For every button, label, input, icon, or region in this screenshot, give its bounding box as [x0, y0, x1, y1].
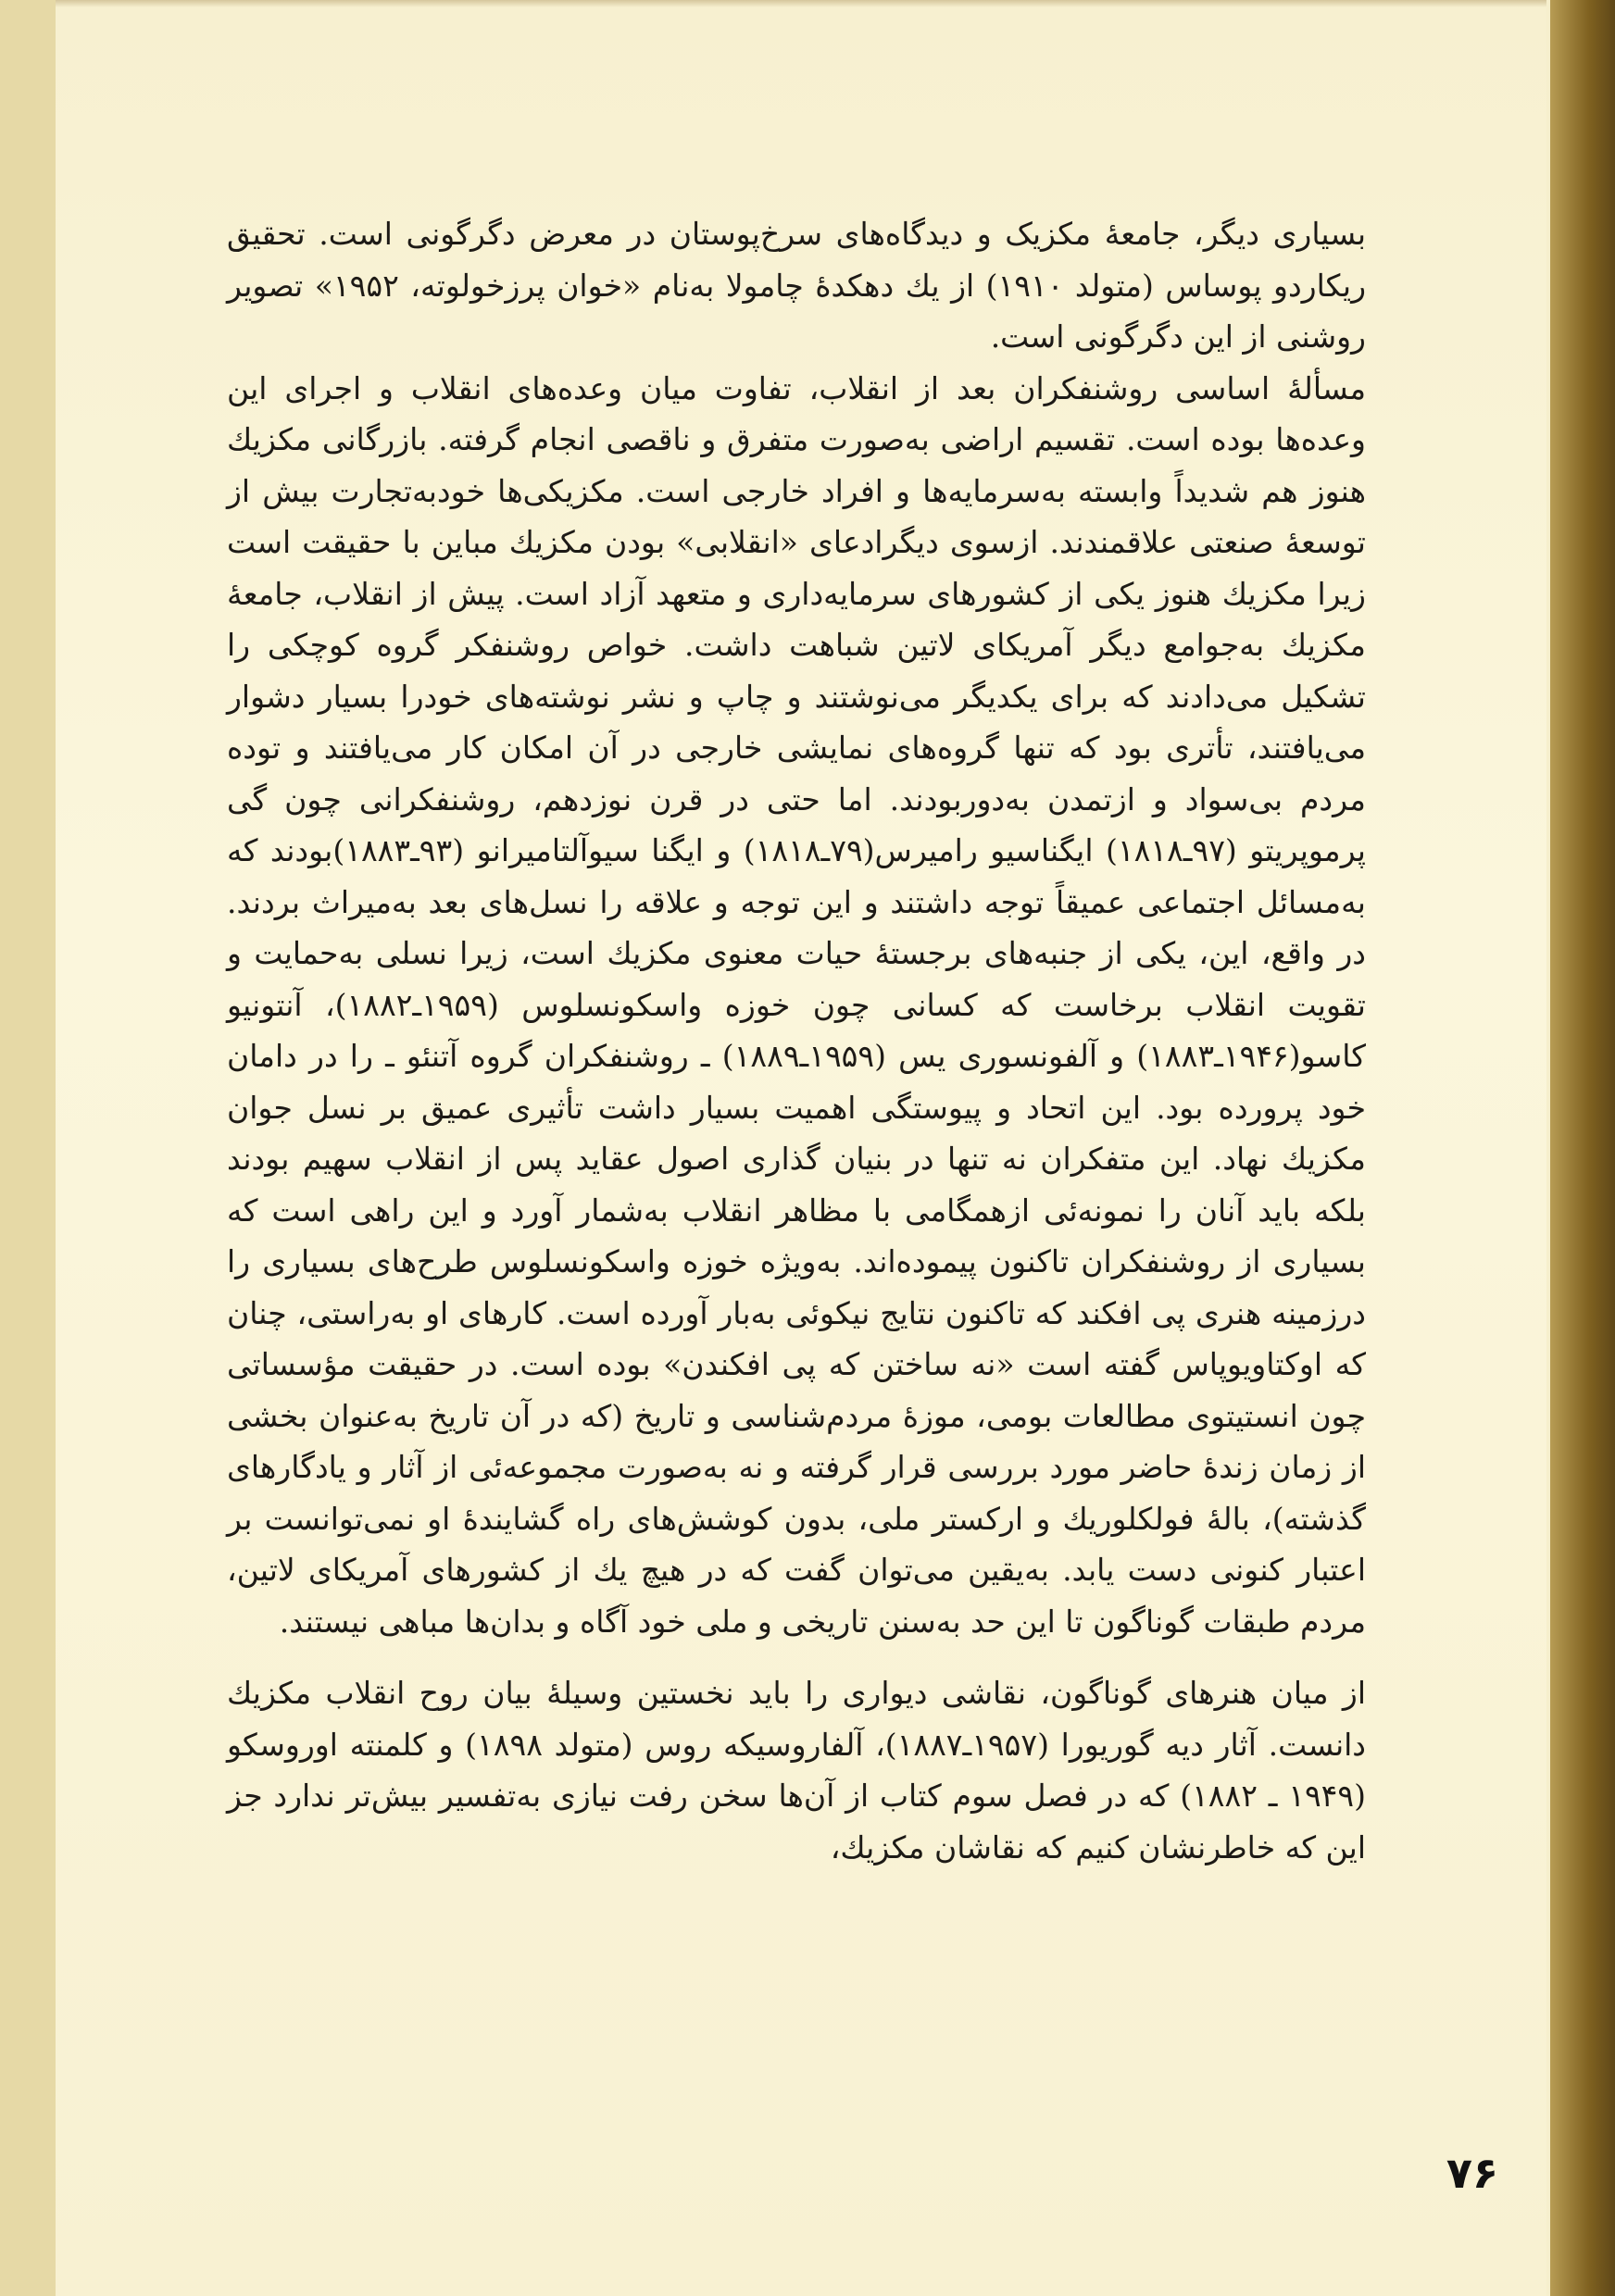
scan-left-margin — [0, 0, 56, 2296]
paragraph-1: بسیاری دیگر، جامعهٔ مکزیک و دیدگاه‌های سرخ‌پوستان در معرض دگرگونی است. تحقیق ریکاردو پوساس (متولد ۱۹۱۰) از یك دهکدهٔ چامولا به‌نام «خوان پرزخولوته، ۱۹۵۲» تصویر روشنی از این دگرگونی است. — [227, 216, 1367, 355]
body-text — [227, 208, 1366, 1873]
paragraph-3: از میان هنرهای گوناگون، نقاشی دیواری را باید نخستین وسیلهٔ بیان روح انقلاب مکزیك دانست. آثار دیه گوریورا (۱۹۵۷ـ۱۸۸۷)، آلفاروسیکه روس (متولد ۱۸۹۸) و کلمنته اوروسکو (۱۹۴۹ ـ ۱۸۸۲) که در فصل سوم کتاب از آن‌ها سخن رفت نیازی به‌تفسیر بیش‌تر ندارد جز این که خاطرنشان کنیم که نقاشان مکزیك، — [227, 1675, 1366, 1866]
paragraph-2: مسألهٔ اساسی روشنفکران بعد از انقلاب، تفاوت میان وعده‌های انقلاب و اجرای این وعده‌ها بوده است. تقسیم اراضی به‌صورت متفرق و ناقصی انجام گرفته. بازرگانی مکزیك هنوز هم شدیداً وابسته به‌سرمایه‌ها و افراد خارجی است. مکزیکی‌ها خودبه‌تجارت بیش از توسعهٔ صنعتی علاقمندند. ازسوی دیگرادعای «انقلابی» بودن مکزیك مباین با حقیقت است زیرا مکزیك هنوز یکی از کشورهای سرمایه‌داری و متعهد آزاد است. پیش از انقلاب، جامعهٔ مکزیك به‌جوامع دیگر آمریکای لاتین شباهت داشت. خواص روشنفکر گروه کوچکی را تشکیل می‌دادند که برای یکدیگر می‌نوشتند و چاپ و نشر نوشته‌های خودرا بسیار دشوار می‌یافتند، تأتری بود که تنها گروه‌های نمایشی خارجی در آن امکان کار می‌یافتند و توده مردم بی‌سواد و ازتمدن به‌دوربودند. اما حتی در قرن نوزدهم، روشنفکرانی چون گی پرموپریتو (۹۷ـ۱۸۱۸) ایگناسیو رامیرس(۷۹ـ۱۸۱۸) و ایگنا سیوآلتامیرانو (۹۳ـ۱۸۸۳)بودند که به‌مسائل اجتماعی عمیقاً توجه داشتند و این توجه و علاقه را نسل‌های بعد به‌میراث بردند. در واقع، این، یکی از جنبه‌های برجستهٔ حیات معنوی مکزیك است، زیرا نسلی به‌حمایت و تقویت انقلاب برخاست که کسانی چون خوزه واسکونسلوس (۱۹۵۹ـ۱۸۸۲)، آنتونیو کاسو(۱۹۴۶ـ۱۸۸۳) و آلفونسوری یس (۱۹۵۹ـ۱۸۸۹) ـ روشنفکران گروه آتنئو ـ را در دامان خود پرورده بود. این اتحاد و پیوستگی اهمیت بسیار داشت تأثیری عمیق بر نسل جوان مکزیك نهاد. این متفکران نه تنها در بنیان گذاری اصول عقاید پس از انقلاب سهیم بودند بلکه باید آنان را نمونه‌ئی ازهمگامی با مظاهر انقلاب به‌شمار آورد و این راهی است که بسیاری از روشنفکران تاکنون پیموده‌اند. به‌ویژه خوزه واسکونسلوس طرح‌های بسیاری را درزمینه هنری پی افکند که تاکنون نتایج نیکوئی به‌بار آورده است. کارهای او به‌راستی، چنان که اوکتاویوپاس گفته است «نه ساختن که پی افکندن» بوده است. در حقیقت مؤسساتی چون انستیتوی مطالعات بومی، موزهٔ مردم‌شناسی و تاریخ (که در آن تاریخ به‌عنوان بخشی از زمان زندهٔ حاضر مورد بررسی قرار گرفته و نه به‌صورت مجموعه‌ئی از آثار و یادگارهای گذشته)، بالهٔ فولکلوریك و ارکستر ملی، بدون کوشش‌های راه گشایندهٔ او نمی‌توانست بر اعتبار کنونی دست یابد. به‌یقین می‌توان گفت که در هیچ یك از کشورهای آمریکای لاتین، مردم طبقات گوناگون تا این حد به‌سنن تاریخی و ملی خود آگاه و بدان‌ها مباهی نیستند. — [227, 369, 1366, 1640]
page-edge-shadow — [56, 0, 1546, 7]
page-number: ۷۶ — [1446, 2148, 1499, 2198]
book-binding-edge — [1550, 0, 1615, 2296]
